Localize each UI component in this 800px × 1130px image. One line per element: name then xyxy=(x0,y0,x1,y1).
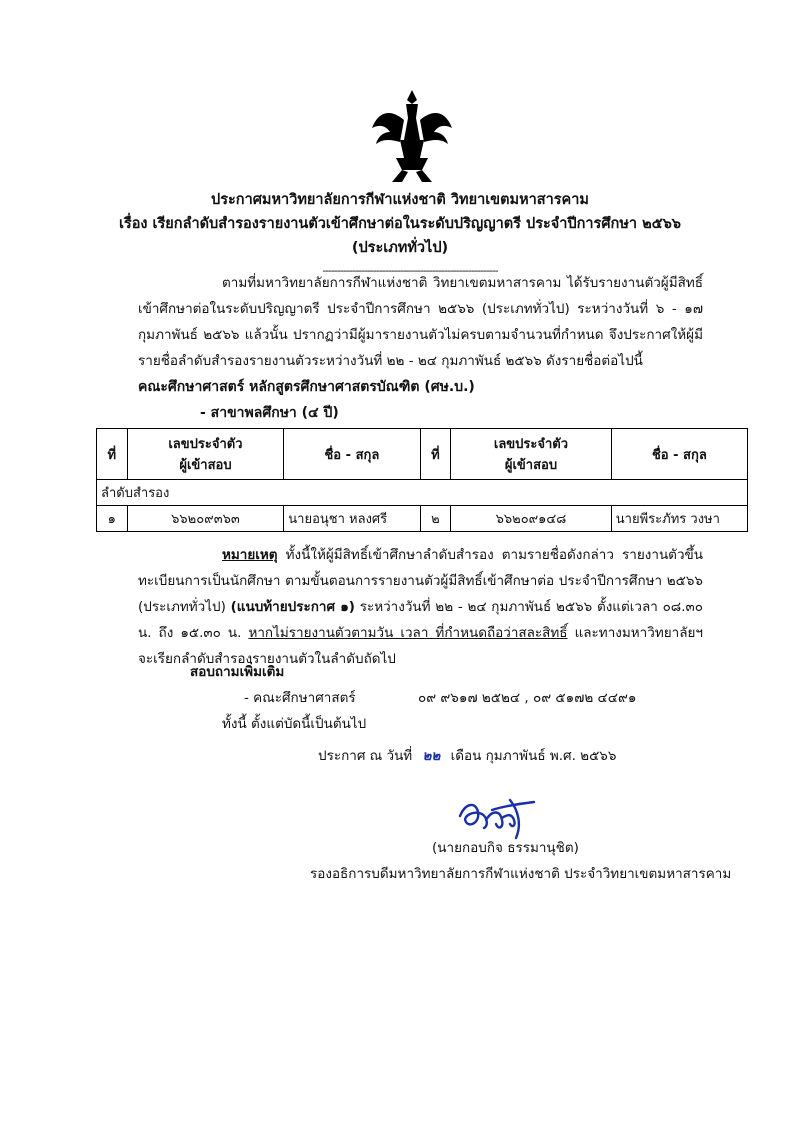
note-text-1: ทั้งนี้ให้ผู้มีสิทธิ์เข้าศึกษาลำดับสำรอง ตามรายชื่อดังกล่าว รายงานตัวขึ้นทะเบียนการเป็นนักศึกษา ตามขั้นตอนการรายงานตัวผู้มีสิทธิ์เข้าศึกษาต่อ ประจำปีการศึกษา ๒๕๖๖ (ประเภททั่วไป) xyxy=(138,547,703,615)
faculty-heading: คณะศึกษาศาสตร์ หลักสูตรศึกษาศาสตรบัณฑิต (ศษ.บ.) xyxy=(138,379,475,395)
announce-prefix: ประกาศ ณ วันที่ xyxy=(318,748,413,764)
note-label: หมายเหตุ xyxy=(222,547,278,563)
header-separator: ----------------------------------------------------------- xyxy=(322,264,498,277)
header-no-2: ที่ xyxy=(420,429,451,480)
contact-phones: ๐๙ ๙๖๑๗ ๒๕๒๔ , ๐๙ ๕๑๗๒ ๔๔๙๑ xyxy=(418,690,637,706)
note-text xyxy=(138,542,703,672)
body-paragraph xyxy=(138,270,703,374)
table-row xyxy=(97,506,748,532)
entry-no: ๑ xyxy=(97,506,128,532)
announcement-subject: เรื่อง เรียกลำดับสำรองรายงานตัวเข้าศึกษาต่อในระดับปริญญาตรี ประจำปีการศึกษา ๒๕๖๖ xyxy=(118,216,682,232)
entry-id: ๖๖๒๐๙๑๔๘ xyxy=(451,506,612,532)
signature-icon xyxy=(452,780,538,840)
signer-position: รองอธิการบดีมหาวิทยาลัยการกีฬาแห่งชาติ ประจำวิทยาเขตมหาสารคาม xyxy=(310,866,732,882)
announcement-date xyxy=(318,744,616,766)
note-text-2: ระหว่างวันที่ ๒๒ - ๒๔ กุมภาพันธ์ ๒๕๖๖ ตั้งแต่เวลา ๐๘.๓๐ น. ถึง ๑๕.๓๐ น. xyxy=(138,599,703,641)
header-name: ชื่อ - สกุล xyxy=(284,429,420,480)
entry-name: นายพีระภัทร วงษา xyxy=(611,506,747,532)
section-label: ลำดับสำรอง xyxy=(97,480,748,506)
note-attachment-ref: (แนบท้ายประกาศ ๑) xyxy=(230,599,355,615)
inquiry-heading: สอบถามเพิ่มเติม xyxy=(190,664,285,680)
header-no: ที่ xyxy=(97,429,128,480)
contact-faculty: - คณะศึกษาศาสตร์ xyxy=(244,690,356,706)
announce-day: ๒๒ xyxy=(422,748,441,764)
effective-statement: ทั้งนี้ ตั้งแต่บัดนี้เป็นต้นไป xyxy=(222,716,367,732)
table-section-row xyxy=(97,480,748,506)
header-id-text-2: เลขประจำตัว ผู้เข้าสอบ xyxy=(493,437,569,473)
note-forfeit-warning: หากไม่รายงานตัวตามวัน เวลา ที่กำหนดถือว่าสละสิทธิ์ xyxy=(248,625,568,641)
entry-no: ๒ xyxy=(420,506,451,532)
header-id xyxy=(127,429,284,480)
garuda-emblem-icon xyxy=(370,88,454,184)
header-name-2: ชื่อ - สกุล xyxy=(611,429,747,480)
note-text-3: และทางมหาวิทยาลัยฯ จะเรียกลำดับสำรองรายงานตัวในลำดับถัดไป xyxy=(138,625,703,667)
note-paragraph xyxy=(138,542,703,672)
announcement-title: ประกาศมหาวิทยาลัยการกีฬาแห่งชาติ วิทยาเขตมหาสารคาม xyxy=(211,192,589,208)
header-id-2 xyxy=(451,429,612,480)
announce-suffix: เดือน กุมภาพันธ์ พ.ศ. ๒๕๖๖ xyxy=(450,748,617,764)
body-paragraph-text: ตามที่มหาวิทยาลัยการกีฬาแห่งชาติ วิทยาเขตมหาสารคาม ได้รับรายงานตัวผู้มีสิทธิ์เข้าศึกษาต่อในระดับปริญญาตรี ประจำปีการศึกษา ๒๕๖๖ (ประเภททั่วไป) ระหว่างวันที่ ๖ - ๑๗ กุมภาพันธ์ ๒๕๖๖ แล้วนั้น ปรากฏว่ามีผู้มารายงานตัวไม่ครบตามจำนวนที่กำหนด จึงประกาศให้ผู้มีรายชื่อลำดับสำรองรายงานตัวระหว่างวันที่ ๒๒ - ๒๔ กุมภาพันธ์ ๒๕๖๖ ดังรายชื่อต่อไปนี้ xyxy=(138,275,703,369)
major-heading: - สาขาพลศึกษา (๔ ปี) xyxy=(200,405,339,421)
entry-name: นายอนุชา หลงศรี xyxy=(284,506,420,532)
table-header-row xyxy=(97,429,748,480)
announcement-category: (ประเภททั่วไป) xyxy=(351,240,449,256)
signer-name: (นายกอบกิจ ธรรมานุชิต) xyxy=(432,840,579,856)
reserve-list-table xyxy=(96,428,748,532)
entry-id: ๖๖๒๐๙๓๖๓ xyxy=(127,506,284,532)
header-id-text: เลขประจำตัว ผู้เข้าสอบ xyxy=(168,437,243,473)
